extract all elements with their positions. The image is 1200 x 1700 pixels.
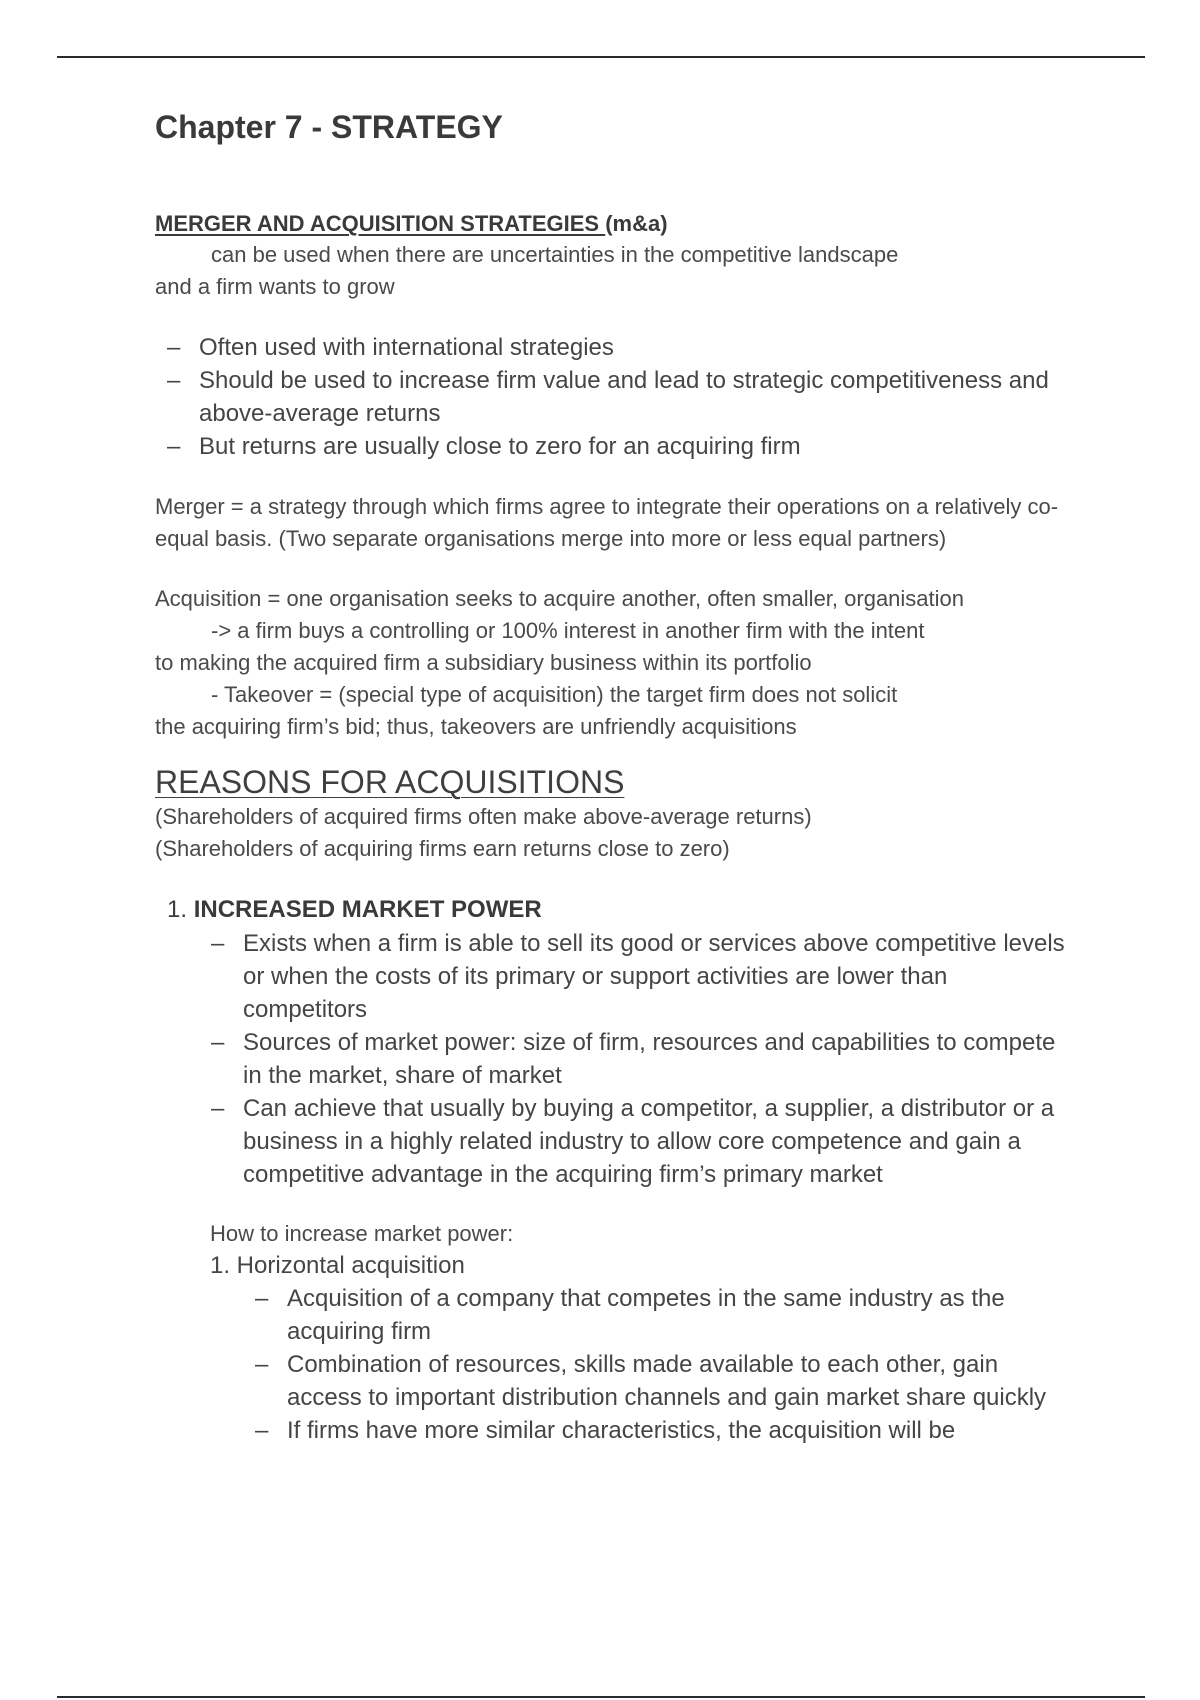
- bottom-rule: [57, 1696, 1145, 1698]
- list-item: – But returns are usually close to zero for an acquiring firm: [155, 430, 1075, 463]
- takeover-line2: the acquiring firm’s bid; thus, takeovers are unfriendly acquisitions: [155, 714, 797, 739]
- merger-definition: Merger = a strategy through which firms agree to integrate their operations on a relatively co-equal basis. (Two separate organisations merge into more or less equal partners): [155, 494, 1059, 551]
- reasons-note-acquired: (Shareholders of acquired firms often make above-average returns): [155, 804, 812, 829]
- list-item: – Exists when a firm is able to sell its good or services above competitive levels or when the costs of its primary or support activities are lower than competitors: [199, 927, 1075, 1026]
- ma-heading-suffix: (m&a): [605, 211, 668, 236]
- list-item: – Often used with international strategies: [155, 331, 1075, 364]
- list-item: – Acquisition of a company that competes in the same industry as the acquiring firm: [243, 1282, 1075, 1348]
- horizontal-acquisition-bullets: [243, 1282, 1075, 1447]
- list-item: – Should be used to increase firm value and lead to strategic competitiveness and above-average returns: [155, 364, 1075, 430]
- list-item: – Sources of market power: size of firm, resources and capabilities to compete in the market, share of market: [199, 1026, 1075, 1092]
- market-power-bullets: [199, 927, 1075, 1191]
- document-page: [155, 100, 1075, 1447]
- ma-bullet-list: [155, 331, 1075, 463]
- top-rule: [57, 56, 1145, 58]
- ma-intro-line2: and a firm wants to grow: [155, 274, 395, 299]
- reason-item-market-power: [155, 893, 1075, 927]
- ma-heading-text: MERGER AND ACQUISITION STRATEGIES: [155, 211, 606, 236]
- reason-number: 1.: [167, 896, 188, 923]
- page-title: Chapter 7 - STRATEGY: [155, 109, 503, 145]
- list-item: – If firms have more similar characteristics, the acquisition will be: [243, 1414, 1075, 1447]
- how-to-increase-label: How to increase market power:: [210, 1221, 514, 1246]
- reasons-note-acquiring: (Shareholders of acquiring firms earn returns close to zero): [155, 836, 730, 861]
- horizontal-acquisition-heading: 1. Horizontal acquisition: [210, 1252, 465, 1279]
- reason-title: INCREASED MARKET POWER: [193, 896, 542, 923]
- acquisition-definition: Acquisition = one organisation seeks to acquire another, often smaller, organisation: [155, 586, 965, 611]
- acquisition-arrow-line2: to making the acquired firm a subsidiary business within its portfolio: [155, 650, 812, 675]
- acquisition-arrow-line1: -> a firm buys a controlling or 100% interest in another firm with the intent: [211, 618, 925, 643]
- reasons-heading: REASONS FOR ACQUISITIONS: [155, 764, 625, 800]
- takeover-line1: - Takeover = (special type of acquisition) the target firm does not solicit: [211, 682, 898, 707]
- ma-heading: [155, 209, 1075, 239]
- list-item: – Can achieve that usually by buying a competitor, a supplier, a distributor or a business in a highly related industry to allow core competence and gain a competitive advantage in the acquiring firm’s primary market: [199, 1092, 1075, 1191]
- ma-intro-line1: can be used when there are uncertainties in the competitive landscape: [211, 242, 899, 267]
- list-item: – Combination of resources, skills made available to each other, gain access to important distribution channels and gain market share quickly: [243, 1348, 1075, 1414]
